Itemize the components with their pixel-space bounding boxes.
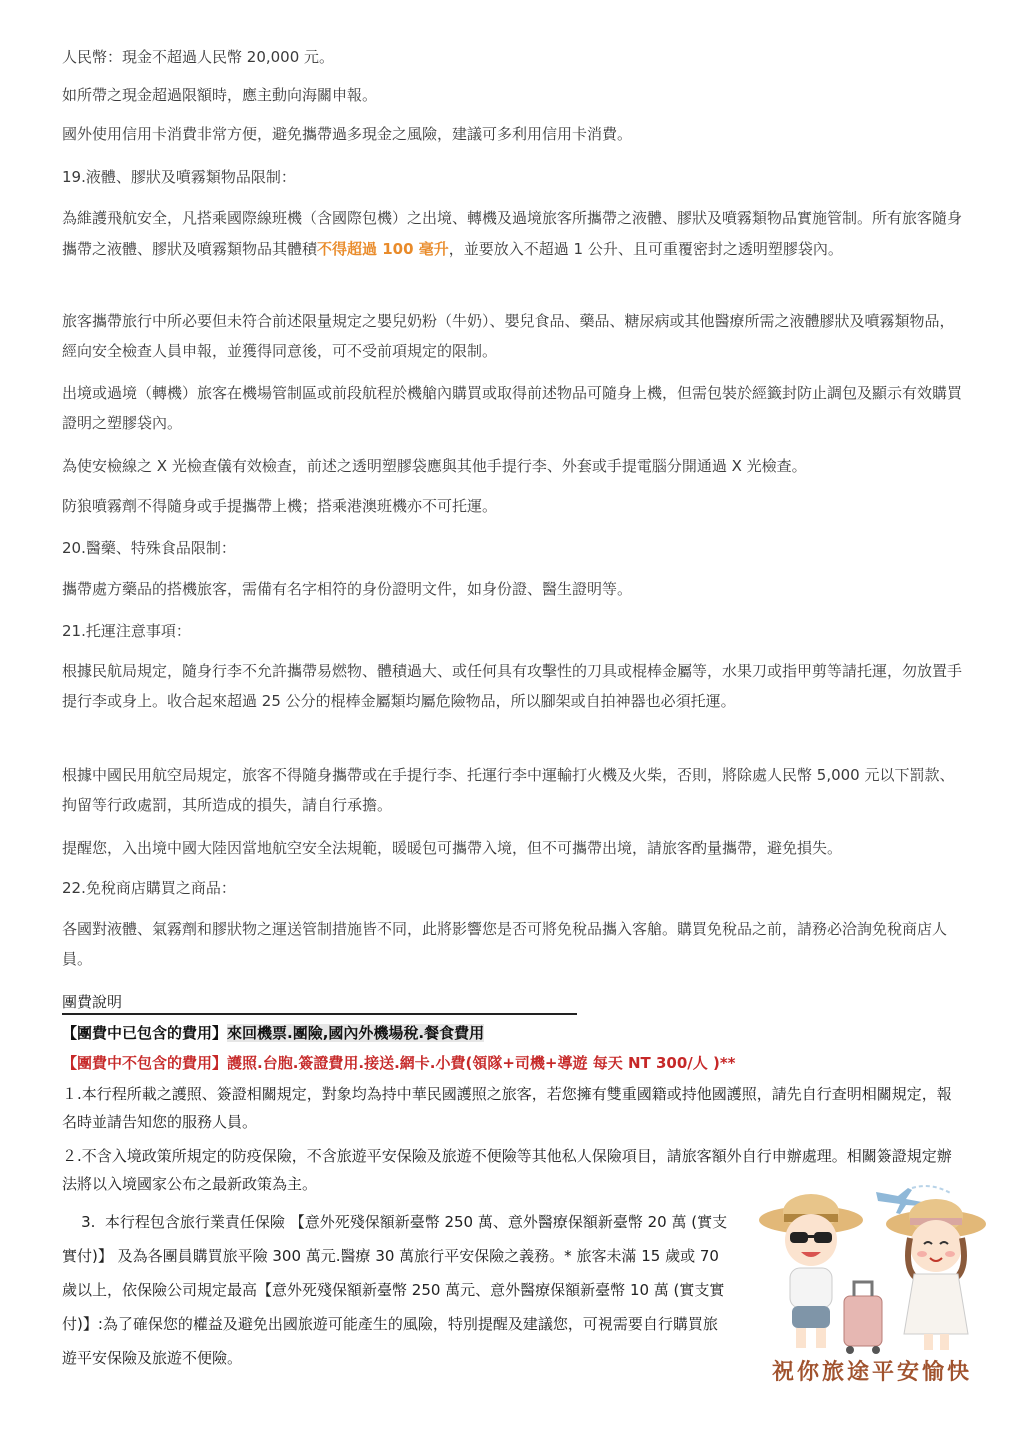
fee-excluded-line xyxy=(62,1052,736,1073)
fee-excluded-label: 【團費中不包含的費用】 xyxy=(62,1054,228,1072)
fee-included-label: 【團費中已包含的費用】 xyxy=(62,1024,228,1042)
body-paragraph: 20.醫藥、特殊食品限制： xyxy=(62,539,236,557)
illustration-caption: 祝你旅途平安愉快 xyxy=(771,1359,972,1385)
body-paragraph: 提醒您，入出境中國大陸因當地航空安全法規範，暖暖包可攜帶入境，但不可攜帶出境，請旅客酌量攜帶，避免損失。 xyxy=(62,839,843,857)
body-paragraph: 各國對液體、氣霧劑和膠狀物之運送管制措施皆不同，此將影響您是否可將免稅品攜入客艙。購買免稅品之前，請務必洽詢免稅商店人員。 xyxy=(62,920,948,968)
cartoon-couple-icon xyxy=(746,1178,998,1358)
body-paragraph: 根據中國民用航空局規定，旅客不得隨身攜帶或在手提行李、托運行李中運輸打火機及火柴，否則，將除處人民幣 5,000 元以下罰款、拘留等行政處罰，其所造成的損失，請自行承擔。 xyxy=(62,766,955,814)
liquid-limit-highlight: 不得超過 100 毫升 xyxy=(317,240,449,258)
fee-excluded-items: 護照.台胞.簽證費用.接送.網卡.小費(領隊+司機+導遊 每天 NT 300/人 )** xyxy=(227,1054,736,1072)
fee-included-line xyxy=(62,1022,484,1043)
body-paragraph: 攜帶處方藥品的搭機旅客，需備有名字相符的身份證明文件，如身份證、醫生證明等。 xyxy=(62,580,633,598)
body-paragraph: 旅客攜帶旅行中所必要但未符合前述限量規定之嬰兒奶粉（牛奶）、嬰兒食品、藥品、糖尿病或其他醫療所需之液體膠狀及噴霧類物品，經向安全檢查人員申報，並獲得同意後，可不受前項規定的限制。 xyxy=(62,312,955,360)
insurance-note: 3. 本行程包含旅行業責任保險 【意外死殘保額新臺幣 250 萬、意外醫療保額新臺幣 20 萬 (實支實付)】 及為各團員購買旅平險 300 萬元.醫療 30 萬旅行平安保險之義務。* 旅客未滿 15 歲或 70 歲以上，依保險公司規定最高【意外死殘保額新臺幣 250 萬元、意外醫療保額新臺幣 10 萬 (實支實付)】:為了確保您的權益及避免出國旅遊可能產生的風險，特別提醒及建議您，可視需要自行購買旅遊平安保險及旅遊不便險。 xyxy=(62,1213,728,1367)
liquid-rule-text-after: ，並要放入不超過 1 公升、且可重覆密封之透明塑膠袋內。 xyxy=(448,240,843,258)
fee-included-items: 來回機票.團險,國內外機場稅.餐食費用 xyxy=(227,1024,485,1042)
body-paragraph: 人民幣：現金不超過人民幣 20,000 元。 xyxy=(62,48,335,66)
liquid-rule-text: 為維護飛航安全，凡搭乘國際線班機（含國際包機）之出境、轉機及過境旅客所攜帶之液體、膠狀及噴霧類物品實施管制。所有旅客隨身攜帶之液體、膠狀及噴霧類物品其體積 xyxy=(62,209,963,258)
body-paragraph: 國外使用信用卡消費非常方便，避免攜帶過多現金之風險，建議可多利用信用卡消費。 xyxy=(62,125,633,143)
travel-couple-illustration xyxy=(746,1178,998,1390)
body-paragraph: 22.免稅商店購買之商品： xyxy=(62,879,236,897)
body-paragraph: 根據民航局規定，隨身行李不允許攜帶易燃物、體積過大、或任何具有攻擊性的刀具或棍棒金屬等，水果刀或指甲剪等請托運，勿放置手提行李或身上。收合起來超過 25 公分的棍棒金屬類均屬危險物品，所以腳架或自拍神器也必須托運。 xyxy=(62,662,963,710)
body-paragraph: 防狼噴霧劑不得隨身或手提攜帶上機；搭乘港澳班機亦不可托運。 xyxy=(62,497,498,515)
fee-note: １.本行程所載之護照、簽證相關規定，對象均為持中華民國護照之旅客，若您擁有雙重國籍或持他國護照，請先自行查明相關規定，報名時並請告知您的服務人員。 xyxy=(62,1085,952,1131)
liquid-rule-paragraph xyxy=(62,203,967,265)
body-paragraph: 為使安檢線之 X 光檢查儀有效檢查，前述之透明塑膠袋應與其他手提行李、外套或手提電腦分開通過 X 光檢查。 xyxy=(62,457,807,475)
fee-section-title: 團費說明 xyxy=(62,993,577,1015)
body-paragraph: 19.液體、膠狀及噴霧類物品限制： xyxy=(62,168,296,186)
body-paragraph: 21.托運注意事項： xyxy=(62,622,191,640)
fee-note: ２.不含入境政策所規定的防疫保險，不含旅遊平安保險及旅遊不便險等其他私人保險項目，請旅客額外自行申辦處理。相關簽證規定辦法將以入境國家公布之最新政策為主。 xyxy=(62,1147,952,1193)
body-paragraph: 出境或過境（轉機）旅客在機場管制區或前段航程於機艙內購買或取得前述物品可隨身上機，但需包裝於經籤封防止調包及顯示有效購買證明之塑膠袋內。 xyxy=(62,384,963,432)
body-paragraph: 如所帶之現金超過限額時，應主動向海關申報。 xyxy=(62,86,378,104)
